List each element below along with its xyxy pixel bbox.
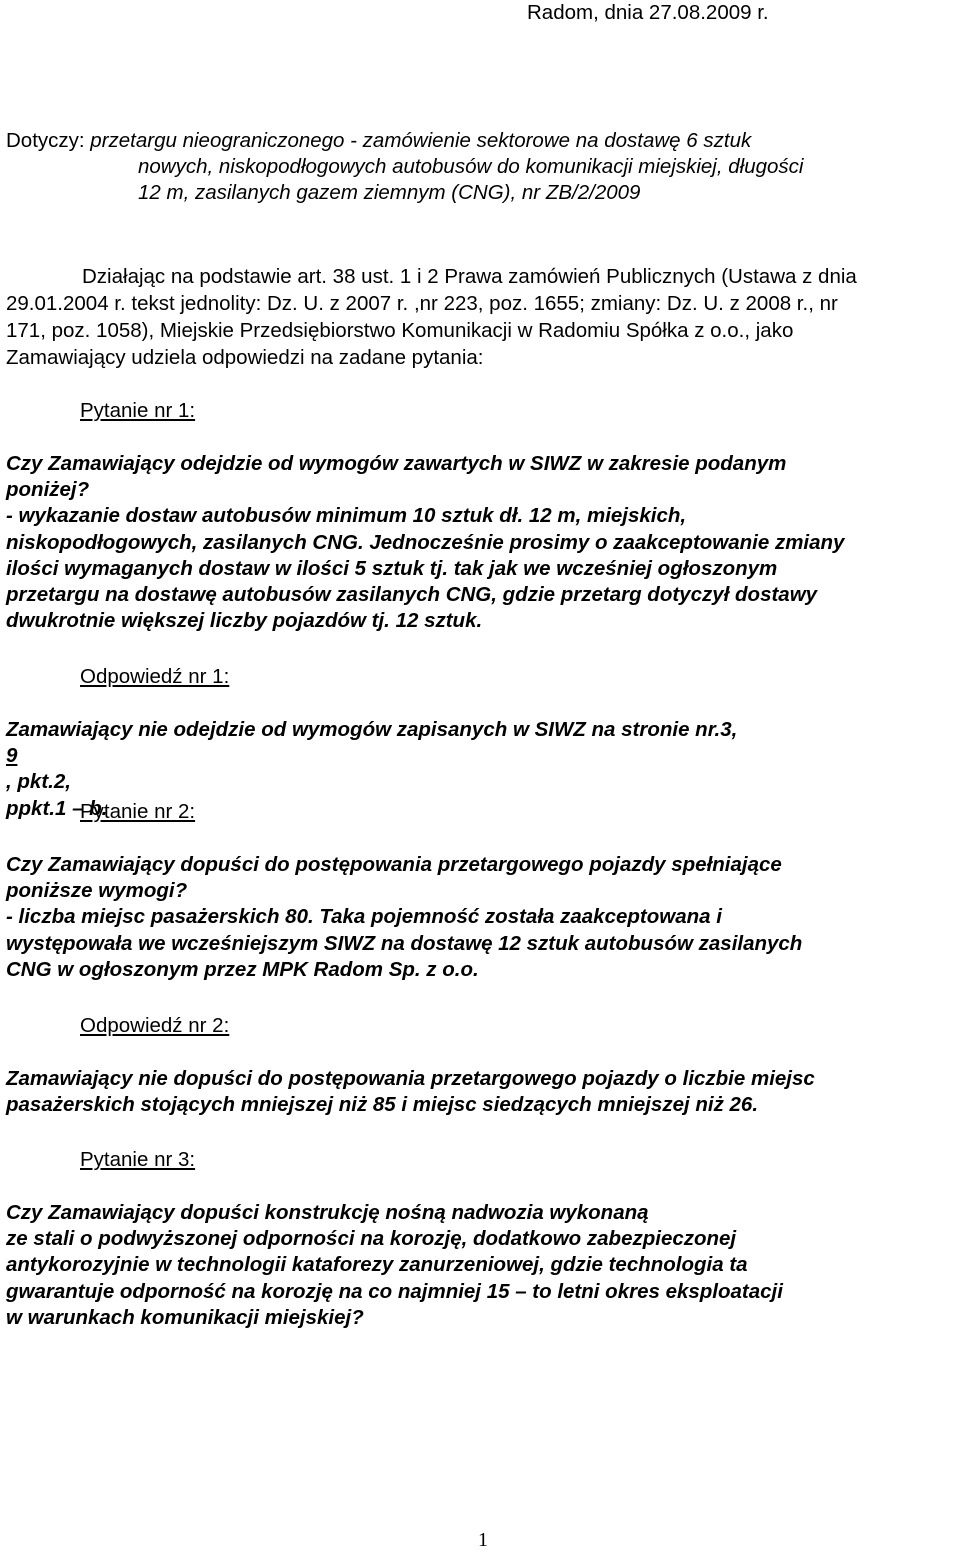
subject-block <box>6 128 956 206</box>
page-number: 1 <box>478 1529 488 1551</box>
subject-text-3: 12 m, zasilanych gazem ziemnym (CNG), nr ZB/2/2009 <box>138 181 641 204</box>
question-1-line-5: ilości wymaganych dostaw w ilości 5 sztuk tj. tak jak we wcześniej ogłoszonym <box>6 556 778 580</box>
question-1-line-3: - wykazanie dostaw autobusów minimum 10 sztuk dł. 12 m, miejskich, <box>6 504 687 528</box>
question-3-line-4: gwarantuje odporność na korozję na co najmniej 15 – to letni okres eksploatacji <box>6 1279 783 1303</box>
intro-line-1: Działając na podstawie art. 38 ust. 1 i 2 Prawa zamówień Publicznych (Ustawa z dnia <box>82 265 857 288</box>
subject-line-1 <box>6 128 956 154</box>
answer-2-line-2: pasażerskich stojących mniejszej niż 85 i miejsc siedzących mniejszej niż 26. <box>6 1093 759 1117</box>
answer-1-line-1-underlined: 9 <box>6 744 18 768</box>
question-3-line-5: w warunkach komunikacji miejskiej? <box>6 1305 364 1329</box>
question-3-text <box>6 1200 956 1331</box>
intro-line-2: 29.01.2004 r. tekst jednolity: Dz. U. z 2007 r. ,nr 223, poz. 1655; zmiany: Dz. U. z 2008 r., nr <box>6 292 838 315</box>
answer-1-heading: Odpowiedź nr 1: <box>80 665 230 688</box>
answer-1-line-1 <box>6 717 956 796</box>
question-1-line-4: niskopodłogowych, zasilanych CNG. Jednocześnie prosimy o zaakceptowanie zmiany <box>6 530 845 554</box>
answer-1-line-1-pre: Zamawiający nie odejdzie od wymogów zapisanych w SIWZ na stronie nr.3, <box>6 718 738 741</box>
question-2-line-2: poniższe wymogi? <box>6 879 188 903</box>
answer-1-line-2: ppkt.1 – b. <box>6 796 108 820</box>
question-1-heading: Pytanie nr 1: <box>80 399 196 422</box>
question-2-line-3: - liczba miejsc pasażerskich 80. Taka pojemność została zaakceptowana i <box>6 905 722 929</box>
question-2-line-4: występowała we wcześniejszym SIWZ na dostawę 12 sztuk autobusów zasilanych <box>6 931 803 955</box>
question-2-line-1: Czy Zamawiający dopuści do postępowania przetargowego pojazdy spełniające <box>6 853 782 876</box>
question-1-line-1: Czy Zamawiający odejdzie od wymogów zawartych w SIWZ w zakresie podanym <box>6 452 787 475</box>
intro-line-4: Zamawiający udziela odpowiedzi na zadane pytania: <box>6 346 484 369</box>
question-3-line-2: ze stali o podwyższonej odporności na korozję, dodatkowo zabezpieczonej <box>6 1227 737 1251</box>
question-1-text <box>6 451 956 634</box>
question-2-text <box>6 852 956 983</box>
answer-2-heading: Odpowiedź nr 2: <box>80 1014 230 1037</box>
question-2-heading: Pytanie nr 2: <box>80 800 196 823</box>
question-2-line-5: CNG w ogłoszonym przez MPK Radom Sp. z o.o. <box>6 957 479 981</box>
question-3-line-3: antykorozyjnie w technologii kataforezy zanurzeniowej, gdzie technologia ta <box>6 1253 748 1277</box>
answer-2-text <box>6 1066 956 1118</box>
question-1-line-7: dwukrotnie większej liczby pojazdów tj. 12 sztuk. <box>6 609 483 633</box>
document-date: Radom, dnia 27.08.2009 r. <box>527 1 769 24</box>
question-3-heading: Pytanie nr 3: <box>80 1148 196 1171</box>
question-3-line-1: Czy Zamawiający dopuści konstrukcję nośną nadwozia wykonaną <box>6 1201 649 1224</box>
subject-text-2: nowych, niskopodłogowych autobusów do komunikacji miejskiej, długości <box>138 155 804 178</box>
question-1-line-2: poniżej? <box>6 478 90 502</box>
answer-2-line-1: Zamawiający nie dopuści do postępowania przetargowego pojazdy o liczbie miejsc <box>6 1067 815 1090</box>
subject-text-1: przetargu nieograniczonego - zamówienie sektorowe na dostawę 6 sztuk <box>90 129 752 152</box>
intro-line-3: 171, poz. 1058), Miejskie Przedsiębiorstwo Komunikacji w Radomiu Spółka z o.o., jako <box>6 319 794 342</box>
intro-paragraph <box>6 263 956 371</box>
question-1-line-6: przetargu na dostawę autobusów zasilanych CNG, gdzie przetarg dotyczył dostawy <box>6 583 818 607</box>
answer-1-line-1-post: , pkt.2, <box>6 770 71 794</box>
subject-label: Dotyczy: <box>6 129 91 152</box>
